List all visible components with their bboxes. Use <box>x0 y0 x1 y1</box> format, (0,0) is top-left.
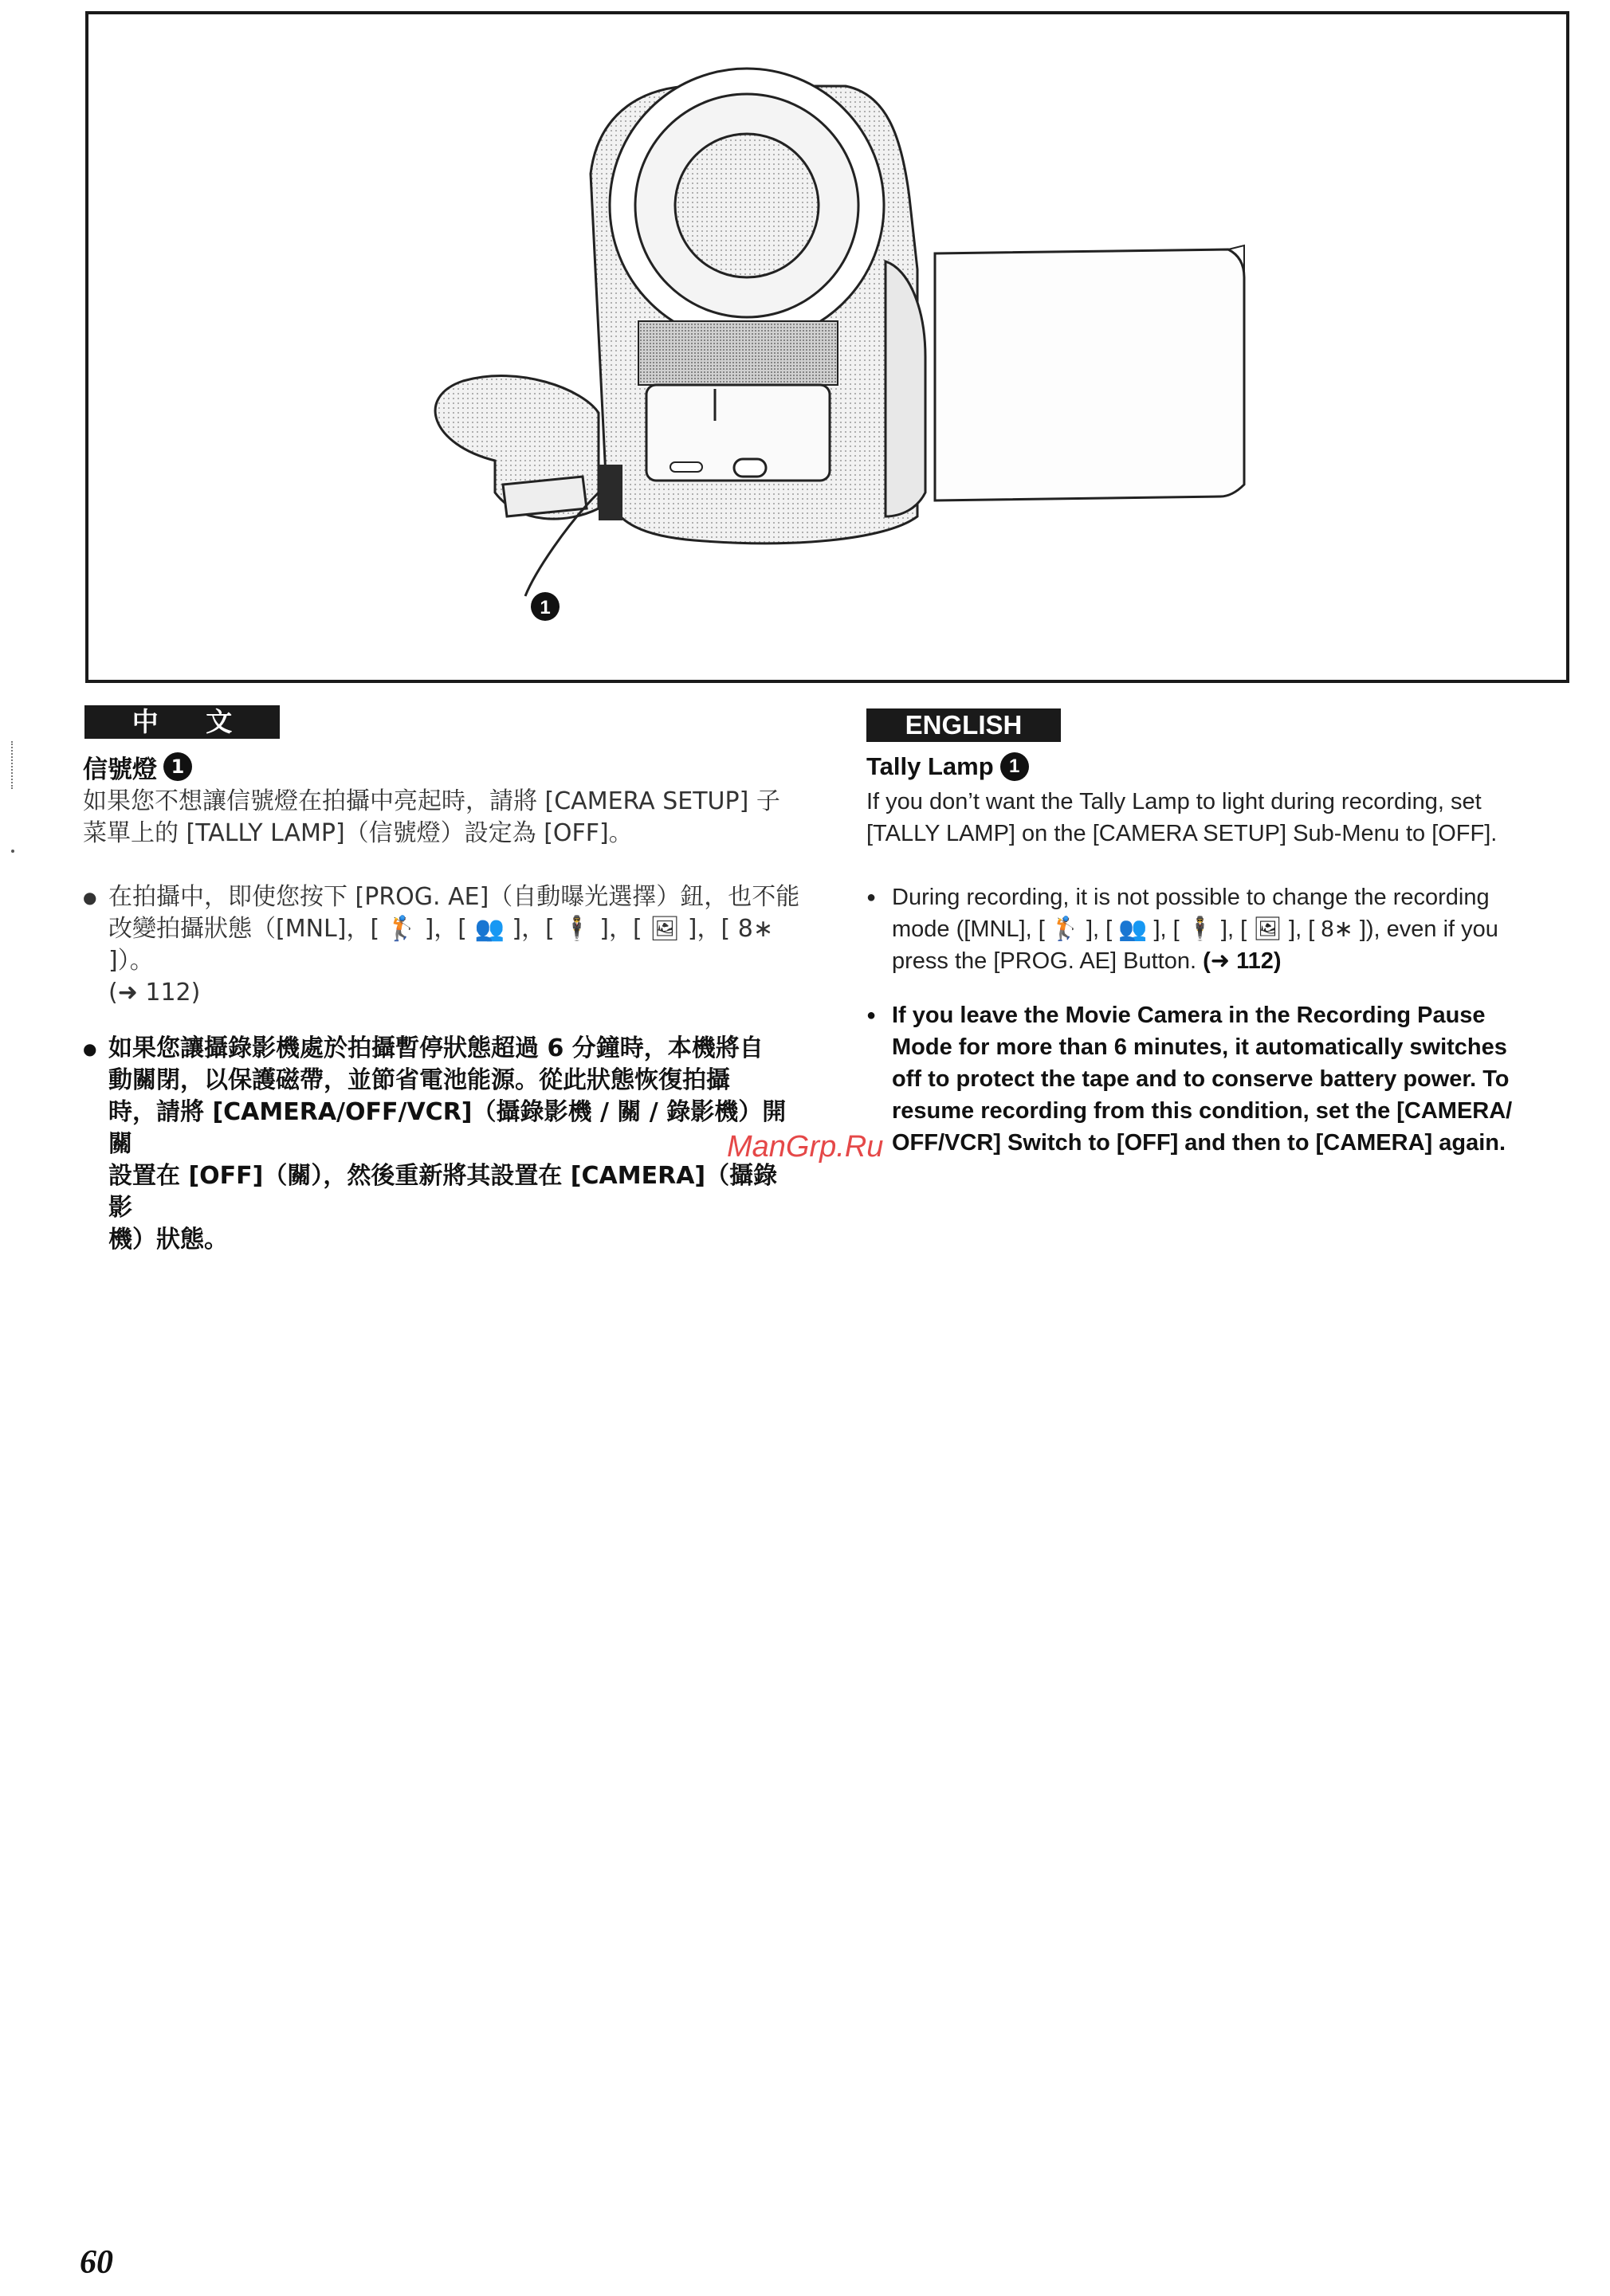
camera-illustration-frame <box>85 11 1569 683</box>
english-heading-number: 1 <box>1000 752 1029 781</box>
chinese-heading <box>83 749 800 784</box>
page-number: 60 <box>80 2244 113 2281</box>
english-section-tab: ENGLISH <box>866 708 1061 742</box>
side-panel <box>886 261 925 516</box>
chinese-section-tab: 中 文 <box>84 705 280 739</box>
chinese-intro-line: 如果您不想讓信號燈在拍攝中亮起時，請將 [CAMERA SETUP] 子 <box>83 787 780 815</box>
crop-dot <box>11 850 14 853</box>
english-heading-text: Tally Lamp <box>866 752 994 780</box>
chinese-intro-line: 菜單上的 [TALLY LAMP]（信號燈）設定為 [OFF]。 <box>83 819 633 847</box>
tally-lamp <box>670 462 702 472</box>
chinese-heading-text: 信號燈 <box>83 755 157 784</box>
bullet-line: 設置在 [OFF]（關），然後重新將其設置在 [CAMERA]（攝錄影 <box>108 1162 778 1222</box>
camera-illustration <box>88 14 1566 680</box>
chinese-bullet-prog-ae <box>83 881 800 1009</box>
english-bullet-auto-off <box>866 999 1584 1159</box>
crop-mark <box>11 741 16 789</box>
sensor-window <box>734 459 766 477</box>
chinese-column <box>83 749 800 1256</box>
bullet-line: ● 在拍攝中，即使您按下 [PROG. AE]（自動曝光選擇）鈕，也不能 <box>108 883 800 911</box>
bullet-line: ● 如果您讓攝錄影機處於拍攝暫停狀態超過 6 分鐘時，本機將自 <box>108 1034 764 1062</box>
english-intro-line: If you don’t want the Tally Lamp to light during recording, set <box>866 789 1482 814</box>
english-column <box>866 749 1584 1159</box>
callout-number: 1 <box>540 597 551 618</box>
bullet-line: ● During recording, it is not possible to change the recording <box>892 885 1490 910</box>
bullet-line: Mode for more than 6 minutes, it automatically switches <box>892 1034 1507 1060</box>
bullet-line: ● If you leave the Movie Camera in the Recording Pause <box>892 1003 1486 1028</box>
english-intro <box>866 786 1584 850</box>
bullet-line-text: press the [PROG. AE] Button. <box>892 948 1197 974</box>
bullet-line: off to protect the tape and to conserve battery power. To <box>892 1066 1510 1092</box>
speaker-grille <box>638 321 838 385</box>
chinese-bullet-auto-off <box>83 1033 800 1256</box>
english-intro-line: [TALLY LAMP] on the [CAMERA SETUP] Sub-Menu to [OFF]. <box>866 821 1498 846</box>
bullet-line: resume recording from this condition, set the [CAMERA/ <box>892 1098 1513 1124</box>
bullet-line: 動關閉，以保護磁帶，並節省電池能源。從此狀態恢復拍攝 <box>108 1066 730 1094</box>
bullet-line: 時，請將 [CAMERA/OFF/VCR]（攝錄影機 / 關 / 錄影機）開關 <box>108 1098 787 1158</box>
watermark: ManGrp.Ru <box>727 1130 884 1164</box>
bullet-line: mode ([MNL], [ 🏌 ], [ 👥 ], [ 🕴 ], [ 🖼 ], [ 8∗ ]), even if you <box>892 916 1498 942</box>
control-strip <box>599 465 622 520</box>
chinese-heading-number: 1 <box>163 752 192 781</box>
lens-glass <box>675 134 819 277</box>
page-reference: (➜ 112) <box>1203 948 1282 974</box>
strap-buckle <box>503 477 587 516</box>
bullet-line: 改變拍攝狀態（[MNL]，[ 🏌 ]，[ 👥 ]，[ 🕴 ]，[ 🖼 ]，[ 8∗ ]）。 <box>108 915 773 975</box>
bullet-line <box>892 945 1584 977</box>
chinese-intro <box>83 786 800 850</box>
english-heading <box>866 749 1584 784</box>
lcd-monitor <box>935 249 1244 500</box>
bullet-line: 機）狀態。 <box>108 1226 228 1254</box>
english-bullet-prog-ae <box>866 881 1584 977</box>
bullet-line: OFF/VCR] Switch to [OFF] and then to [CAMERA] again. <box>892 1130 1506 1156</box>
bullet-line: (➜ 112) <box>108 979 201 1007</box>
